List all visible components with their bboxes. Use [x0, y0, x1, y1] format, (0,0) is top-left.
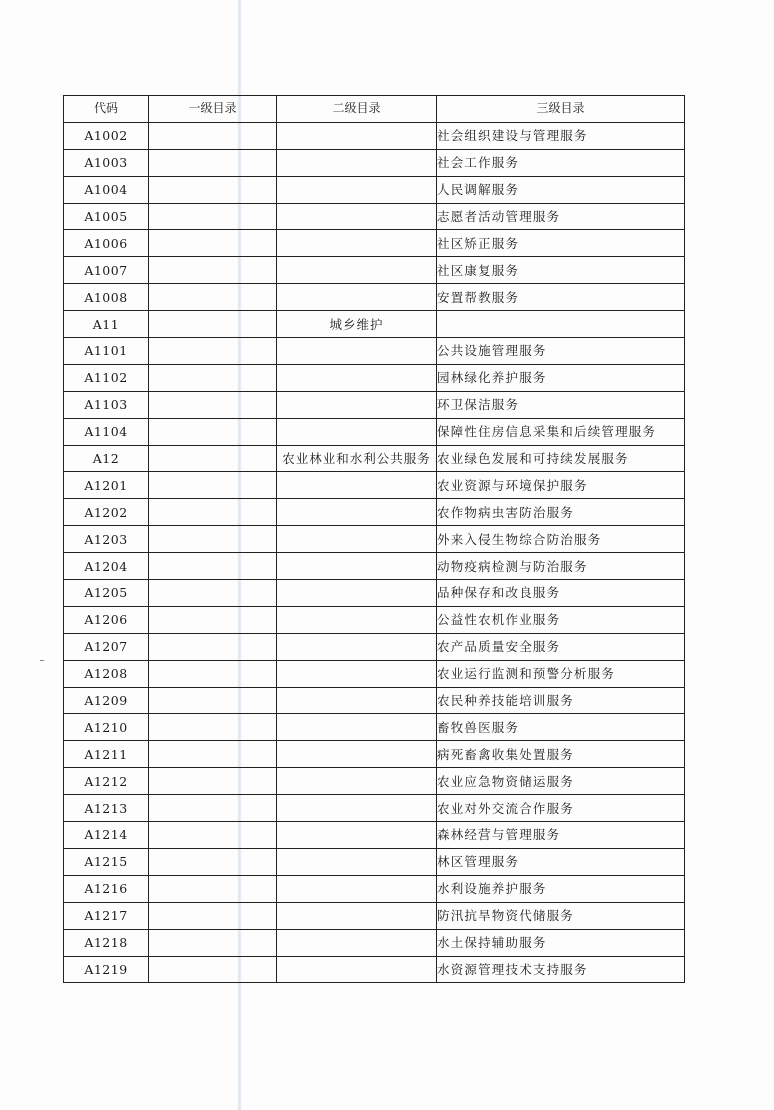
level3-cell: 社会组织建设与管理服务 [437, 122, 685, 149]
code-cell: A1004 [64, 176, 149, 203]
level2-cell: 农业林业和水利公共服务 [277, 445, 437, 472]
table-row [64, 606, 685, 633]
level3-cell: 社会工作服务 [437, 149, 685, 176]
level3-cell: 安置帮教服务 [437, 284, 685, 311]
code-cell: A1006 [64, 230, 149, 257]
code-cell: A1201 [64, 472, 149, 499]
code-cell: A12 [64, 445, 149, 472]
level1-cell [149, 902, 277, 929]
code-cell: A1003 [64, 149, 149, 176]
header-row [64, 96, 685, 123]
level2-cell [277, 418, 437, 445]
level3-cell: 品种保存和改良服务 [437, 580, 685, 607]
level2-cell [277, 230, 437, 257]
code-cell: A1005 [64, 203, 149, 230]
level3-cell: 农业运行监测和预警分析服务 [437, 660, 685, 687]
header-code: 代码 [64, 96, 149, 123]
table-row [64, 257, 685, 284]
code-cell: A1002 [64, 122, 149, 149]
table-row [64, 526, 685, 553]
table-row [64, 848, 685, 875]
level3-cell: 公共设施管理服务 [437, 338, 685, 365]
code-cell: A1209 [64, 687, 149, 714]
level1-cell [149, 848, 277, 875]
level3-cell: 社区矫正服务 [437, 230, 685, 257]
level1-cell [149, 580, 277, 607]
level3-cell: 人民调解服务 [437, 176, 685, 203]
level3-cell: 农作物病虫害防治服务 [437, 499, 685, 526]
level2-cell [277, 203, 437, 230]
level1-cell [149, 606, 277, 633]
level2-cell [277, 499, 437, 526]
code-cell: A1213 [64, 795, 149, 822]
level3-cell: 动物疫病检测与防治服务 [437, 553, 685, 580]
level1-cell [149, 956, 277, 983]
level3-cell: 水土保持辅助服务 [437, 929, 685, 956]
level3-cell: 园林绿化养护服务 [437, 364, 685, 391]
table-row [64, 338, 685, 365]
level1-cell [149, 660, 277, 687]
level1-cell [149, 338, 277, 365]
level1-cell [149, 687, 277, 714]
table-row [64, 822, 685, 849]
level1-cell [149, 741, 277, 768]
table-row [64, 391, 685, 418]
code-cell: A1008 [64, 284, 149, 311]
table-row [64, 311, 685, 338]
table-row [64, 580, 685, 607]
header-level3: 三级目录 [437, 96, 685, 123]
table-row [64, 284, 685, 311]
level2-cell [277, 553, 437, 580]
level3-cell: 病死畜禽收集处置服务 [437, 741, 685, 768]
level1-cell [149, 418, 277, 445]
level2-cell [277, 149, 437, 176]
level3-cell [437, 311, 685, 338]
level1-cell [149, 149, 277, 176]
level3-cell: 畜牧兽医服务 [437, 714, 685, 741]
level3-cell: 农业绿色发展和可持续发展服务 [437, 445, 685, 472]
level1-cell [149, 445, 277, 472]
table-row [64, 418, 685, 445]
table-row [64, 364, 685, 391]
code-cell: A1214 [64, 822, 149, 849]
code-cell: A1212 [64, 768, 149, 795]
level2-cell [277, 176, 437, 203]
code-cell: A1206 [64, 606, 149, 633]
level2-cell [277, 741, 437, 768]
level1-cell [149, 929, 277, 956]
table-row [64, 714, 685, 741]
level3-cell: 农业应急物资储运服务 [437, 768, 685, 795]
table-row [64, 472, 685, 499]
table-row [64, 230, 685, 257]
level2-cell [277, 580, 437, 607]
level2-cell [277, 526, 437, 553]
level3-cell: 农业对外交流合作服务 [437, 795, 685, 822]
level2-cell [277, 606, 437, 633]
level2-cell [277, 338, 437, 365]
table-row [64, 795, 685, 822]
level2-cell [277, 257, 437, 284]
level2-cell [277, 929, 437, 956]
level3-cell: 农业资源与环境保护服务 [437, 472, 685, 499]
level2-cell [277, 822, 437, 849]
header-level2: 二级目录 [277, 96, 437, 123]
level2-cell [277, 795, 437, 822]
level3-cell: 公益性农机作业服务 [437, 606, 685, 633]
level1-cell [149, 526, 277, 553]
level1-cell [149, 633, 277, 660]
table-row [64, 633, 685, 660]
table-row [64, 445, 685, 472]
level2-cell [277, 848, 437, 875]
level2-cell [277, 391, 437, 418]
table-row [64, 929, 685, 956]
level3-cell: 林区管理服务 [437, 848, 685, 875]
level1-cell [149, 176, 277, 203]
level1-cell [149, 472, 277, 499]
level2-cell [277, 902, 437, 929]
level1-cell [149, 284, 277, 311]
level1-cell [149, 714, 277, 741]
code-cell: A1208 [64, 660, 149, 687]
header-level1: 一级目录 [149, 96, 277, 123]
code-cell: A1207 [64, 633, 149, 660]
level3-cell: 农民种养技能培训服务 [437, 687, 685, 714]
level2-cell [277, 768, 437, 795]
level2-cell [277, 472, 437, 499]
level3-cell: 水资源管理技术支持服务 [437, 956, 685, 983]
table-row [64, 122, 685, 149]
table-row [64, 149, 685, 176]
code-cell: A1202 [64, 499, 149, 526]
level1-cell [149, 257, 277, 284]
level1-cell [149, 875, 277, 902]
table-row [64, 741, 685, 768]
level1-cell [149, 230, 277, 257]
service-catalog-table [63, 95, 685, 983]
level1-cell [149, 122, 277, 149]
table-row [64, 176, 685, 203]
code-cell: A1103 [64, 391, 149, 418]
level3-cell: 水利设施养护服务 [437, 875, 685, 902]
level3-cell: 防汛抗旱物资代储服务 [437, 902, 685, 929]
level3-cell: 保障性住房信息采集和后续管理服务 [437, 418, 685, 445]
table-row [64, 956, 685, 983]
code-cell: A1204 [64, 553, 149, 580]
table-header [64, 96, 685, 123]
level3-cell: 森林经营与管理服务 [437, 822, 685, 849]
level1-cell [149, 391, 277, 418]
level3-cell: 环卫保洁服务 [437, 391, 685, 418]
table-row [64, 553, 685, 580]
table-row [64, 902, 685, 929]
code-cell: A1211 [64, 741, 149, 768]
code-cell: A1216 [64, 875, 149, 902]
code-cell: A11 [64, 311, 149, 338]
code-cell: A1219 [64, 956, 149, 983]
level2-cell [277, 633, 437, 660]
code-cell: A1205 [64, 580, 149, 607]
level1-cell [149, 768, 277, 795]
code-cell: A1007 [64, 257, 149, 284]
level1-cell [149, 364, 277, 391]
code-cell: A1217 [64, 902, 149, 929]
code-cell: A1104 [64, 418, 149, 445]
level2-cell [277, 714, 437, 741]
level1-cell [149, 499, 277, 526]
level2-cell [277, 687, 437, 714]
level2-cell [277, 122, 437, 149]
level2-cell [277, 364, 437, 391]
table-body [64, 122, 685, 983]
code-cell: A1101 [64, 338, 149, 365]
table-row [64, 499, 685, 526]
table-row [64, 687, 685, 714]
level2-cell [277, 875, 437, 902]
code-cell: A1102 [64, 364, 149, 391]
level2-cell: 城乡维护 [277, 311, 437, 338]
code-cell: A1215 [64, 848, 149, 875]
level1-cell [149, 203, 277, 230]
table-row [64, 660, 685, 687]
level3-cell: 外来入侵生物综合防治服务 [437, 526, 685, 553]
table-row [64, 203, 685, 230]
code-cell: A1218 [64, 929, 149, 956]
level3-cell: 社区康复服务 [437, 257, 685, 284]
code-cell: A1210 [64, 714, 149, 741]
table-row [64, 768, 685, 795]
level3-cell: 农产品质量安全服务 [437, 633, 685, 660]
table-row [64, 875, 685, 902]
level2-cell [277, 956, 437, 983]
level1-cell [149, 822, 277, 849]
code-cell: A1203 [64, 526, 149, 553]
margin-mark [40, 660, 44, 661]
level1-cell [149, 795, 277, 822]
level2-cell [277, 284, 437, 311]
level1-cell [149, 553, 277, 580]
level1-cell [149, 311, 277, 338]
level3-cell: 志愿者活动管理服务 [437, 203, 685, 230]
level2-cell [277, 660, 437, 687]
